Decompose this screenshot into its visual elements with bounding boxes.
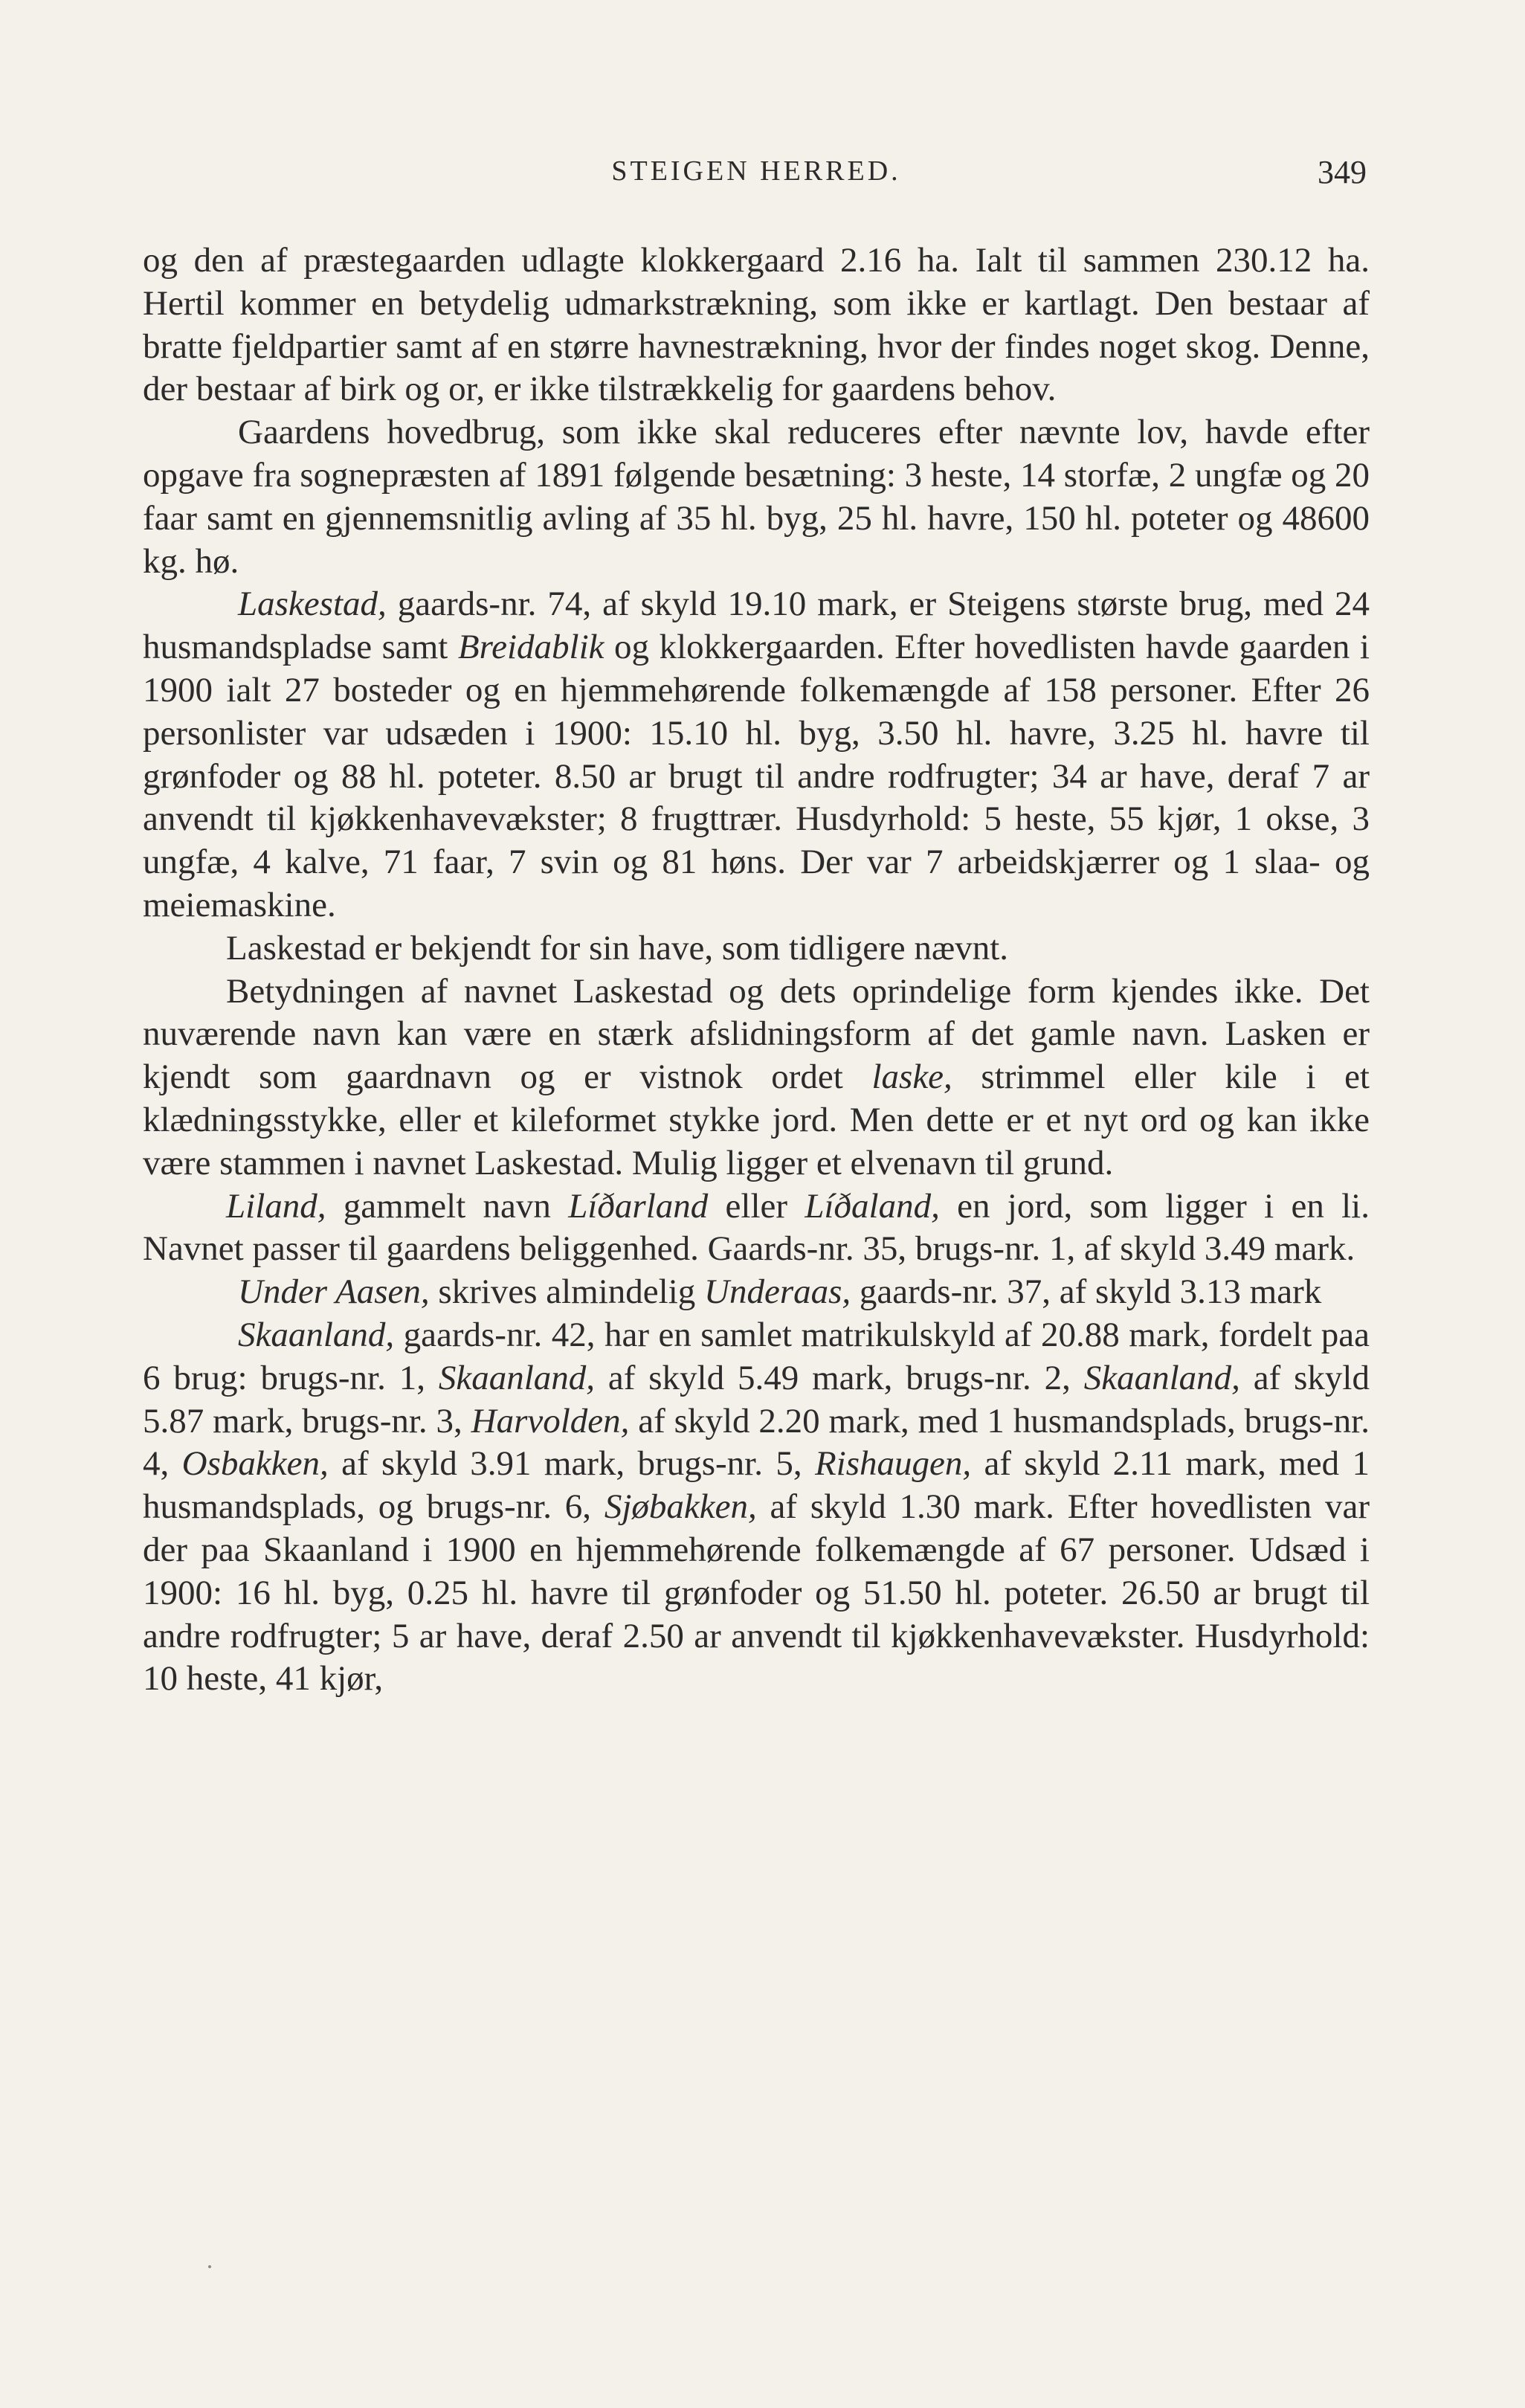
place-name: Breidablik xyxy=(457,628,604,667)
farm-name: Under Aasen, xyxy=(238,1272,430,1312)
brug-name: Harvolden, xyxy=(471,1401,630,1440)
brug-name: Skaanland, xyxy=(438,1358,596,1397)
page-number: 349 xyxy=(1318,154,1367,190)
paragraph-hovedbrug: Gaardens hovedbrug, som ikke skal reduceres efter nævnte lov, havde efter opgave fra sognepræsten af 1891 følgende besætning: 3 heste, 14 storfæ, 2 ungfæ og 20 faar samt en gjennemsnitlig avling af 35 hl. byg, 25 hl. havre, 150 hl. poteter og 48600 kg. hø. xyxy=(143,413,1370,581)
brug-name: Osbakken, xyxy=(181,1444,329,1484)
paragraph-laskestad: Laskestad, gaards-nr. 74, af skyld 19.10 mark, er Steigens største brug, med 24 husmandspladse samt Breidablik og klokkergaarden. Efter hovedlisten havde gaarden i 1900 ialt 27 bosteder og en hjemmehørende folkemængde af 158 personer. Efter 26 personlister var udsæden i 1900: 15.10 hl. byg, 3.50 hl. havre, 3.25 hl. havre til grønfoder og 88 hl. poteter. 8.50 ar brugt til andre rodfrugter; 34 ar have, deraf 7 ar anvendt til kjøkkenhavevækster; 8 frugttrær. Husdyrhold: 5 heste, 55 kjør, 1 okse, 3 ungfæ, 4 kalve, 71 faar, 7 svin og 81 høns. Der var 7 arbeidskjærrer og 1 slaa- og meiemaskine. xyxy=(143,585,1370,924)
farm-name: Liland, xyxy=(226,1186,326,1226)
farm-name: Skaanland, xyxy=(238,1315,395,1354)
old-name: Líðaland, xyxy=(805,1186,940,1226)
farm-name: Laskestad, xyxy=(238,585,387,624)
paragraph-skaanland: Skaanland, gaards-nr. 42, har en samlet matrikulskyld af 20.88 mark, fordelt paa 6 brug: brugs-nr. 1, Skaanland, af skyld 5.49 mark, brugs-nr. 2, Skaanland, af skyld 5.87 mark, brugs-nr. 3, Harvolden, af skyld 2.20 mark, med 1 husmandsplads, brugs-nr. 4, Osbakken, af skyld 3.91 mark, brugs-nr. 5, Rishaugen, af skyld 2.11 mark, med 1 husmandsplads, og brugs-nr. 6, Sjøbakken, af skyld 1.30 mark. Efter hovedlisten var der paa Skaanland i 1900 en hjemmehørende folkemængde af 67 personer. Udsæd i 1900: 16 hl. byg, 0.25 hl. havre til grønfoder og 51.50 hl. poteter. 26.50 ar brugt til andre rodfrugter; 5 ar have, deraf 2.50 ar anvendt til kjøkkenhavevækster. Husdyrhold: 10 heste, 41 kjør, xyxy=(143,1315,1370,1699)
paragraph-have: Laskestad er bekjendt for sin have, som tidligere nævnt. xyxy=(226,928,1009,968)
paragraph-continuation: og den af præstegaarden udlagte klokkergaard 2.16 ha. Ialt til sammen 230.12 ha. Hertil kommer en betydelig udmarkstrækning, som ikke er kartlagt. Den bestaar af bratte fjeldpartier samt af en større havnestrækning, hvor der findes noget skog. Denne, der bestaar af birk og or, er ikke tilstrækkelig for gaardens behov. xyxy=(143,241,1370,409)
running-title: STEIGEN HERRED. xyxy=(611,155,901,187)
body-text xyxy=(143,239,1370,1701)
alt-name: Underaas, xyxy=(704,1272,851,1312)
brug-name: Skaanland, xyxy=(1083,1358,1240,1397)
paper-speck xyxy=(208,2265,211,2268)
page-header xyxy=(146,155,1367,199)
brug-name: Sjøbakken, xyxy=(604,1487,757,1527)
old-name: Líðarland xyxy=(568,1186,709,1226)
brug-name: Rishaugen, xyxy=(814,1444,972,1484)
paragraph-liland: Liland, gammelt navn Líðarland eller Líðaland, en jord, som ligger i en li. Navnet passer til gaardens beliggenhed. Gaards-nr. 35, brugs-nr. 1, af skyld 3.49 mark. xyxy=(143,1186,1370,1269)
word-term: laske, xyxy=(871,1057,952,1097)
paragraph-under-aasen: Under Aasen, skrives almindelig Underaas, gaards-nr. 37, af skyld 3.13 mark xyxy=(238,1272,1322,1312)
paragraph-betydning: Betydningen af navnet Laskestad og dets oprindelige form kjendes ikke. Det nuværende navn kan være en stærk afslidningsform af det gamle navn. Lasken er kjendt som gaardnavn og er vistnok ordet laske, strimmel eller kile i et klædningsstykke, eller et kileformet stykke jord. Men dette er et nyt ord og kan ikke være stammen i navnet Laskestad. Mulig ligger et elvenavn til grund. xyxy=(143,971,1370,1182)
